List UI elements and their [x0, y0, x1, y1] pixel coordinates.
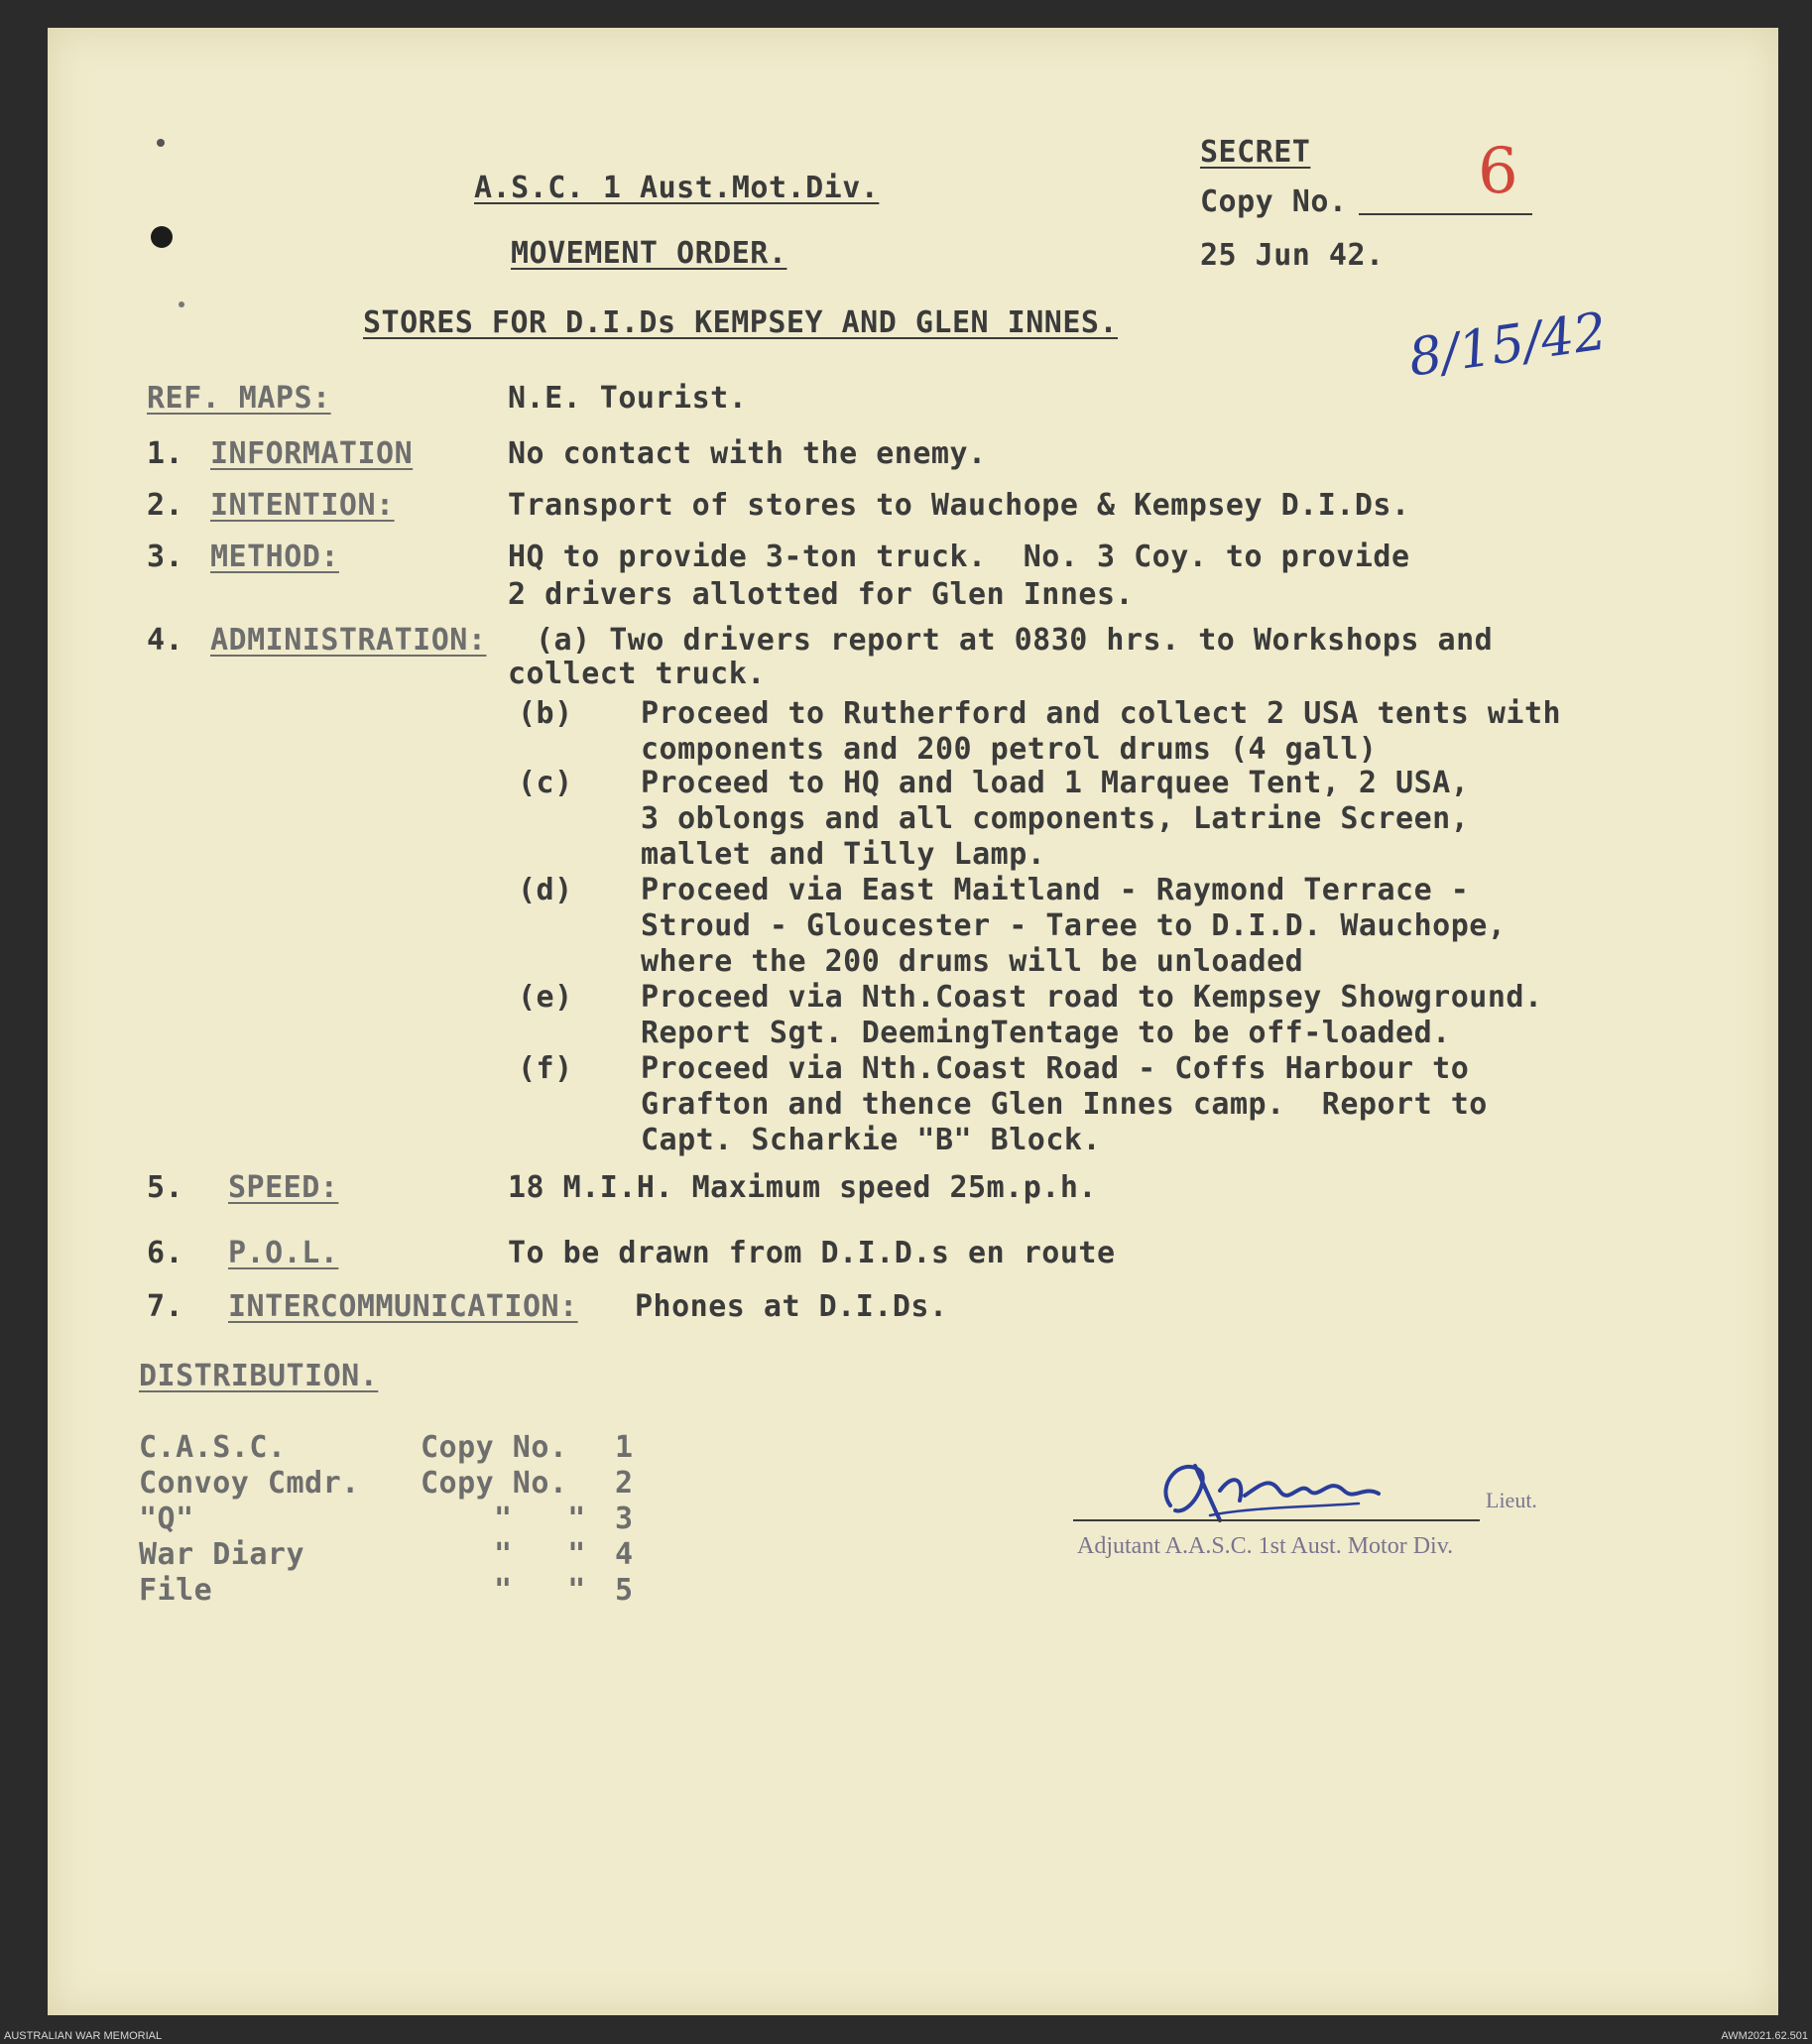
distribution-copy: " "	[494, 1537, 586, 1572]
signature-line	[1073, 1519, 1480, 1521]
section-6-text: To be drawn from D.I.D.s en route	[508, 1236, 1116, 1270]
distribution-number: 5	[615, 1573, 634, 1608]
item-b-letter: (b)	[518, 696, 573, 731]
section-1-label: INFORMATION	[210, 436, 414, 471]
distribution-number: 1	[615, 1430, 634, 1465]
item-f-line-2: Grafton and thence Glen Innes camp. Report to	[641, 1087, 1488, 1122]
section-2-number: 2.	[147, 488, 184, 523]
distribution-number: 3	[615, 1502, 634, 1536]
punch-hole	[151, 226, 173, 248]
distribution-name: Convoy Cmdr.	[139, 1466, 360, 1501]
item-f-line-3: Capt. Scharkie "B" Block.	[641, 1123, 1102, 1157]
handwritten-copy-number: 6	[1478, 135, 1518, 208]
section-7-text: Phones at D.I.Ds.	[635, 1289, 948, 1324]
ref-maps-text: N.E. Tourist.	[508, 381, 748, 416]
section-6-label: P.O.L.	[228, 1236, 339, 1270]
section-6-number: 6.	[147, 1236, 184, 1270]
section-3-line-1: HQ to provide 3-ton truck. No. 3 Coy. to provide	[508, 540, 1410, 574]
punch-hole	[179, 301, 184, 307]
document-date: 25 Jun 42.	[1200, 238, 1385, 273]
unit-heading: A.S.C. 1 Aust.Mot.Div.	[474, 171, 880, 205]
distribution-number: 4	[615, 1537, 634, 1572]
document-title: MOVEMENT ORDER.	[511, 236, 787, 271]
item-c-line-3: mallet and Tilly Lamp.	[641, 837, 1046, 872]
item-d-line-3: where the 200 drums will be unloaded	[641, 944, 1304, 979]
section-3-label: METHOD:	[210, 540, 339, 574]
archive-reference: AWM2021.62.501	[1721, 2030, 1808, 2042]
item-d-line-1: Proceed via East Maitland - Raymond Terrace -	[641, 873, 1470, 907]
copy-number-label: Copy No.	[1200, 184, 1348, 219]
section-4-a-line-2: collect truck.	[508, 657, 766, 691]
distribution-name: War Diary	[139, 1537, 305, 1572]
signature-title: Adjutant A.A.S.C. 1st Aust. Motor Div.	[1077, 1533, 1454, 1559]
item-d-letter: (d)	[518, 873, 573, 907]
distribution-number: 2	[615, 1466, 634, 1501]
distribution-name: File	[139, 1573, 213, 1608]
item-c-line-2: 3 oblongs and all components, Latrine Screen,	[641, 801, 1470, 836]
handwritten-signature	[1150, 1446, 1448, 1545]
archive-credit: AUSTRALIAN WAR MEMORIAL	[4, 2030, 163, 2042]
item-b-line-1: Proceed to Rutherford and collect 2 USA tents with	[641, 696, 1562, 731]
section-4-number: 4.	[147, 623, 184, 658]
signature-rank: Lieut.	[1486, 1488, 1537, 1512]
punch-hole	[157, 139, 165, 147]
section-1-text: No contact with the enemy.	[508, 436, 987, 471]
distribution-copy: Copy No.	[421, 1466, 568, 1501]
classification: SECRET	[1200, 135, 1311, 170]
distribution-name: C.A.S.C.	[139, 1430, 287, 1465]
item-e-line-1: Proceed via Nth.Coast road to Kempsey Showground.	[641, 980, 1543, 1015]
section-2-label: INTENTION:	[210, 488, 395, 523]
distribution-copy: " "	[494, 1573, 586, 1608]
section-4-a-line-1: (a) Two drivers report at 0830 hrs. to Workshops and	[536, 623, 1494, 658]
item-f-line-1: Proceed via Nth.Coast Road - Coffs Harbour to	[641, 1051, 1470, 1086]
item-e-line-2: Report Sgt. DeemingTentage to be off-loaded.	[641, 1016, 1451, 1050]
section-5-number: 5.	[147, 1170, 184, 1205]
copy-number-blank	[1359, 213, 1532, 215]
section-2-text: Transport of stores to Wauchope & Kempsey D.I.Ds.	[508, 488, 1410, 523]
section-3-number: 3.	[147, 540, 184, 574]
section-7-label: INTERCOMMUNICATION:	[228, 1289, 578, 1324]
section-5-label: SPEED:	[228, 1170, 339, 1205]
item-e-letter: (e)	[518, 980, 573, 1015]
section-7-number: 7.	[147, 1289, 184, 1324]
handwritten-reference: 8/15/42	[1404, 301, 1611, 389]
section-1-number: 1.	[147, 436, 184, 471]
distribution-copy: Copy No.	[421, 1430, 568, 1465]
item-c-line-1: Proceed to HQ and load 1 Marquee Tent, 2 USA,	[641, 766, 1470, 800]
section-4-label: ADMINISTRATION:	[210, 623, 487, 658]
item-c-letter: (c)	[518, 766, 573, 800]
item-b-line-2: components and 200 petrol drums (4 gall)	[641, 732, 1378, 767]
distribution-label: DISTRIBUTION.	[139, 1359, 379, 1393]
item-d-line-2: Stroud - Gloucester - Taree to D.I.D. Wauchope,	[641, 908, 1507, 943]
subject-heading: STORES FOR D.I.Ds KEMPSEY AND GLEN INNES.	[363, 305, 1119, 340]
item-f-letter: (f)	[518, 1051, 573, 1086]
section-3-line-2: 2 drivers allotted for Glen Innes.	[508, 577, 1135, 612]
distribution-copy: " "	[494, 1502, 586, 1536]
section-5-text: 18 M.I.H. Maximum speed 25m.p.h.	[508, 1170, 1097, 1205]
distribution-name: "Q"	[139, 1502, 194, 1536]
ref-maps-label: REF. MAPS:	[147, 381, 331, 416]
